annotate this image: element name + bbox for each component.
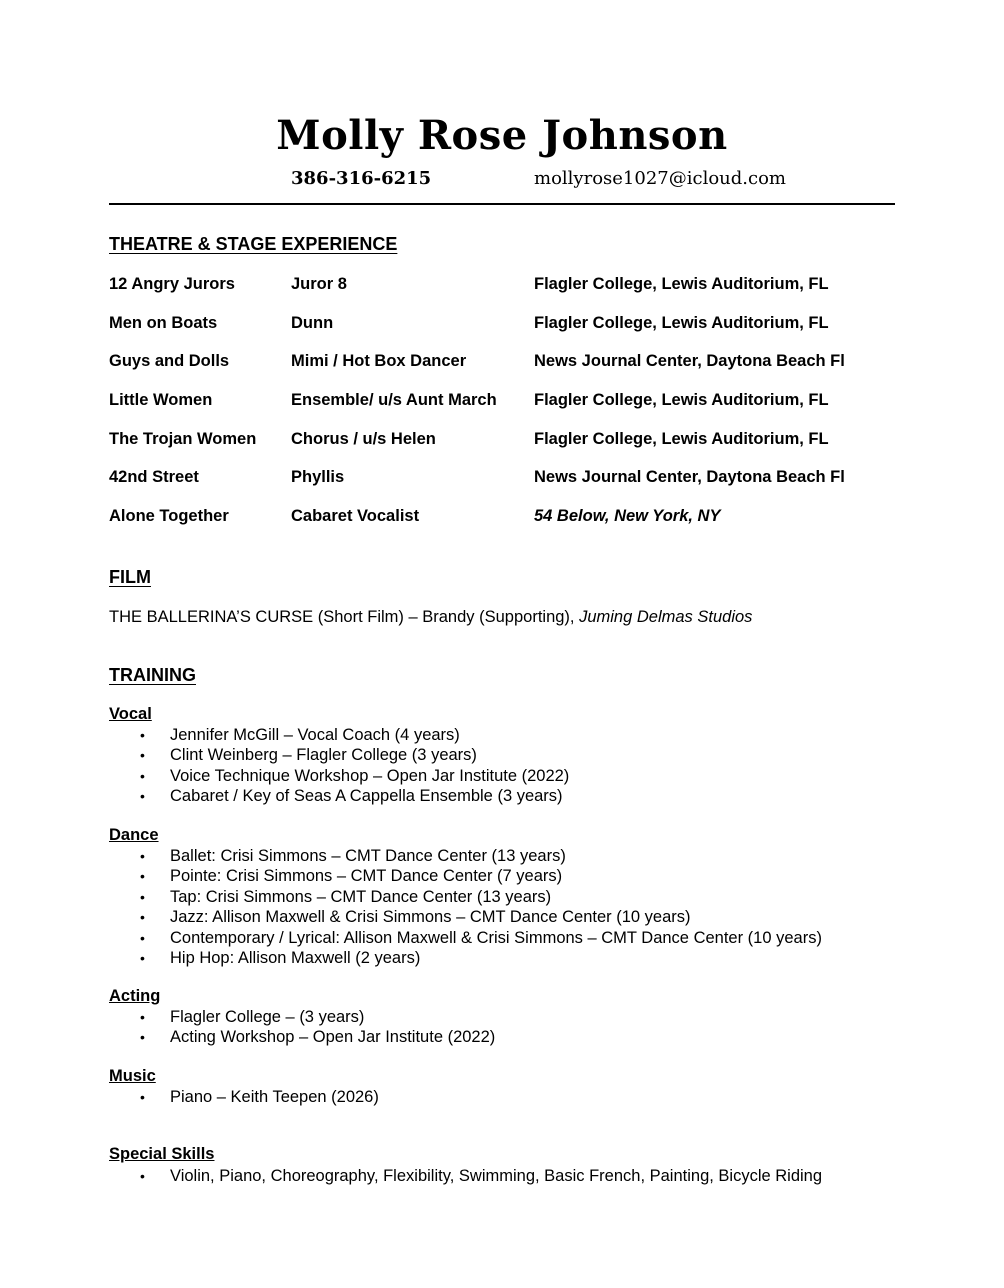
bullet-icon: • <box>140 949 145 966</box>
bullet-icon: • <box>140 1089 145 1105</box>
bullet-icon: • <box>140 767 145 784</box>
bullet-icon: • <box>140 727 145 743</box>
special-skills-heading: Special Skills <box>109 1145 215 1163</box>
credit-venue: Flagler College, Lewis Auditorium, FL <box>534 391 829 410</box>
credit-show: 42nd Street <box>109 468 199 487</box>
list-item-text: Contemporary / Lyrical: Allison Maxwell & Crisi Simmons – CMT Dance Center (10 years) <box>170 928 822 947</box>
bullet-icon: • <box>140 929 145 946</box>
vocal-heading: Vocal <box>109 705 152 723</box>
list-item-text: Acting Workshop – Open Jar Institute (2022) <box>170 1028 496 1047</box>
film-credit <box>109 608 752 627</box>
list-item-text: Clint Weinberg – Flagler College (3 years) <box>170 746 477 765</box>
credit-role: Chorus / u/s Helen <box>291 429 436 448</box>
credit-show: Men on Boats <box>109 313 218 332</box>
bullet-icon: • <box>140 1168 145 1184</box>
bullet-icon: • <box>140 888 145 905</box>
credit-venue: Flagler College, Lewis Auditorium, FL <box>534 429 829 448</box>
credit-venue: 54 Below, New York, NY <box>534 507 721 526</box>
bullet-icon: • <box>140 1029 145 1046</box>
credit-venue: News Journal Center, Daytona Beach Fl <box>534 352 845 371</box>
credit-row <box>109 430 899 469</box>
credit-show: 12 Angry Jurors <box>109 275 235 293</box>
list-item-text: Voice Technique Workshop – Open Jar Institute (2022) <box>170 766 570 785</box>
credit-row <box>109 391 899 430</box>
credit-row <box>109 314 899 353</box>
list-item-text: Jennifer McGill – Vocal Coach (4 years) <box>170 726 460 744</box>
credit-row <box>109 352 899 391</box>
bullet-icon: • <box>140 788 145 805</box>
music-heading: Music <box>109 1067 156 1085</box>
credit-role: Cabaret Vocalist <box>291 507 420 526</box>
film-studio: Juming Delmas Studios <box>579 608 753 626</box>
list-item-text: Tap: Crisi Simmons – CMT Dance Center (13 years) <box>170 887 552 906</box>
training-section-title: TRAINING <box>109 665 196 685</box>
film-section-title: FILM <box>109 567 151 587</box>
bullet-icon: • <box>140 848 145 864</box>
credit-venue: Flagler College, Lewis Auditorium, FL <box>534 313 829 332</box>
credit-venue: Flagler College, Lewis Auditorium, FL <box>534 275 829 293</box>
credit-show: Guys and Dolls <box>109 352 230 371</box>
theatre-credits-table <box>109 275 899 546</box>
list-item-text: Piano – Keith Teepen (2026) <box>170 1088 379 1106</box>
list-item-text: Violin, Piano, Choreography, Flexibility, Swimming, Basic French, Painting, Bicycle Riding <box>170 1167 823 1185</box>
bullet-icon: • <box>140 868 145 885</box>
film-entry: THE BALLERINA’S CURSE (Short Film) – Brandy (Supporting), <box>109 608 580 626</box>
credit-venue: News Journal Center, Daytona Beach Fl <box>534 468 845 487</box>
phone-number: 386-316-6215 <box>291 168 432 189</box>
bullet-icon: • <box>140 909 145 926</box>
list-item-text: Hip Hop: Allison Maxwell (2 years) <box>170 948 421 967</box>
acting-heading: Acting <box>109 987 161 1005</box>
credit-role: Ensemble/ u/s Aunt March <box>291 391 497 410</box>
credit-role: Mimi / Hot Box Dancer <box>291 352 467 371</box>
list-item-text: Jazz: Allison Maxwell & Crisi Simmons – CMT Dance Center (10 years) <box>170 908 691 927</box>
resume-name: Molly Rose Johnson <box>276 112 728 159</box>
credit-row <box>109 275 899 314</box>
credit-show: Little Women <box>109 391 213 410</box>
bullet-icon: • <box>140 1009 145 1025</box>
header-divider <box>109 203 895 205</box>
credit-role: Dunn <box>291 313 334 332</box>
credit-row <box>109 468 899 507</box>
dance-heading: Dance <box>109 826 159 844</box>
list-item-text: Ballet: Crisi Simmons – CMT Dance Center (13 years) <box>170 847 566 865</box>
credit-row <box>109 507 899 546</box>
credit-role: Phyllis <box>291 468 345 487</box>
list-item-text: Cabaret / Key of Seas A Cappella Ensemble (3 years) <box>170 787 563 806</box>
credit-show: Alone Together <box>109 507 229 526</box>
credit-show: The Trojan Women <box>109 429 257 448</box>
theatre-section-title: THEATRE & STAGE EXPERIENCE <box>109 234 398 254</box>
list-item-text: Flagler College – (3 years) <box>170 1008 365 1026</box>
list-item-text: Pointe: Crisi Simmons – CMT Dance Center (7 years) <box>170 867 563 886</box>
bullet-icon: • <box>140 747 145 764</box>
email-address: mollyrose1027@icloud.com <box>534 168 786 189</box>
credit-role: Juror 8 <box>291 275 347 293</box>
